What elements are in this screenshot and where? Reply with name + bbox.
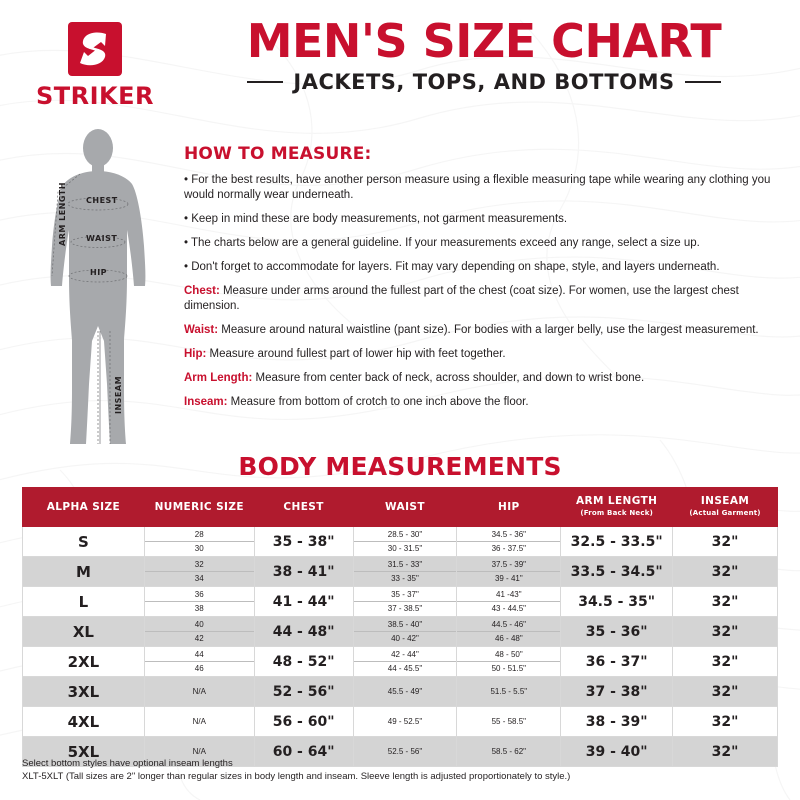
cell-hip: 58.5 - 62"	[457, 737, 561, 767]
definition-text: Measure from center back of neck, across shoulder, and down to wrist bone.	[252, 372, 645, 384]
cell-waist: 35 - 37" 37 - 38.5"	[353, 587, 457, 617]
figure-label-hip: HIP	[90, 268, 108, 277]
cell-alpha-size: L	[23, 587, 145, 617]
definition-arm-length	[184, 371, 788, 386]
cell-waist: 31.5 - 33" 33 - 35"	[353, 557, 457, 587]
how-to-bullet: • Don't forget to accommodate for layers. Fit may vary depending on shape, style, and layers underneath.	[184, 261, 720, 273]
figure-label-chest: CHEST	[86, 196, 118, 205]
cell-alpha-size: 2XL	[23, 647, 145, 677]
cell-hip: 37.5 - 39" 39 - 41"	[457, 557, 561, 587]
cell-numeric-size: N/A	[144, 707, 254, 737]
cell-alpha-size: 5XL	[23, 737, 145, 767]
cell-arm-length: 33.5 - 34.5"	[561, 557, 673, 587]
measurement-figure	[14, 126, 182, 456]
cell-alpha-size: 4XL	[23, 707, 145, 737]
cell-hip: 48 - 50" 50 - 51.5"	[457, 647, 561, 677]
title-block	[178, 16, 790, 94]
column-header-inseam: INSEAM (Actual Garment)	[673, 488, 778, 527]
cell-arm-length: 35 - 36"	[561, 617, 673, 647]
page-subtitle: JACKETS, TOPS, AND BOTTOMS	[293, 70, 675, 94]
cell-arm-length: 36 - 37"	[561, 647, 673, 677]
cell-numeric-size: 28 30	[144, 527, 254, 557]
cell-alpha-size: XL	[23, 617, 145, 647]
table-row	[23, 587, 778, 617]
table-row	[23, 617, 778, 647]
definition-hip	[184, 347, 788, 362]
header	[0, 0, 800, 132]
table-header-row	[23, 488, 778, 527]
column-header-hip: HIP	[457, 488, 561, 527]
definition-term: Chest:	[184, 285, 220, 297]
page-title: MEN'S SIZE CHART	[246, 14, 722, 68]
column-header-numeric-size: NUMERIC SIZE	[144, 488, 254, 527]
table-row	[23, 557, 778, 587]
cell-waist: 38.5 - 40" 40 - 42"	[353, 617, 457, 647]
cell-chest: 35 - 38"	[254, 527, 353, 557]
cell-numeric-size: 32 34	[144, 557, 254, 587]
title-rule-left	[247, 81, 283, 83]
cell-waist: 49 - 52.5"	[353, 707, 457, 737]
footnote-line: Select bottom styles have optional inseam lengths	[22, 758, 233, 769]
cell-arm-length: 37 - 38"	[561, 677, 673, 707]
how-to-bullet: • For the best results, have another person measure using a flexible measuring tape while wearing any clothing you would normally wear underneath.	[184, 174, 771, 201]
cell-chest: 56 - 60"	[254, 707, 353, 737]
how-to-bullet: • Keep in mind these are body measurements, not garment measurements.	[184, 213, 568, 225]
body-measurements-title: BODY MEASUREMENTS	[238, 452, 562, 481]
how-to-bullet: • The charts below are a general guideline. If your measurements exceed any range, select a size up.	[184, 237, 700, 249]
cell-numeric-size: 40 42	[144, 617, 254, 647]
definition-term: Waist:	[184, 324, 219, 336]
cell-inseam: 32"	[673, 647, 778, 677]
cell-chest: 52 - 56"	[254, 677, 353, 707]
definition-text: Measure around natural waistline (pant size). For bodies with a larger belly, use the largest measurement.	[218, 324, 759, 336]
cell-inseam: 32"	[673, 557, 778, 587]
brand-logo	[12, 22, 178, 110]
definition-text: Measure from bottom of crotch to one inch above the floor.	[227, 396, 529, 408]
cell-numeric-size: N/A	[144, 737, 254, 767]
cell-inseam: 32"	[673, 677, 778, 707]
size-chart-table	[22, 487, 778, 767]
cell-waist: 45.5 - 49"	[353, 677, 457, 707]
cell-chest: 41 - 44"	[254, 587, 353, 617]
figure-label-waist: WAIST	[86, 234, 118, 243]
cell-numeric-size: N/A	[144, 677, 254, 707]
how-to-measure-heading: HOW TO MEASURE:	[184, 144, 372, 164]
column-header-chest: CHEST	[254, 488, 353, 527]
cell-chest: 60 - 64"	[254, 737, 353, 767]
cell-inseam: 32"	[673, 587, 778, 617]
cell-hip: 55 - 58.5"	[457, 707, 561, 737]
footnotes	[22, 757, 778, 783]
how-to-measure-section	[184, 144, 788, 419]
table-row	[23, 527, 778, 557]
cell-hip: 41 -43" 43 - 44.5"	[457, 587, 561, 617]
table-row	[23, 647, 778, 677]
cell-arm-length: 32.5 - 33.5"	[561, 527, 673, 557]
column-header-alpha-size: ALPHA SIZE	[23, 488, 145, 527]
column-header-waist: WAIST	[353, 488, 457, 527]
definition-term: Inseam:	[184, 396, 228, 408]
brand-wordmark: STRIKER	[35, 82, 155, 110]
cell-inseam: 32"	[673, 527, 778, 557]
cell-chest: 38 - 41"	[254, 557, 353, 587]
table-row	[23, 707, 778, 737]
cell-arm-length: 34.5 - 35"	[561, 587, 673, 617]
footnote-line: XLT-5XLT (Tall sizes are 2" longer than regular sizes in body length and inseam. Sleeve length is adjusted proportionately to style.)	[22, 771, 571, 782]
cell-waist: 42 - 44" 44 - 45.5"	[353, 647, 457, 677]
cell-waist: 52.5 - 56"	[353, 737, 457, 767]
cell-alpha-size: S	[23, 527, 145, 557]
cell-arm-length: 38 - 39"	[561, 707, 673, 737]
cell-hip: 44.5 - 46" 46 - 48"	[457, 617, 561, 647]
definition-term: Hip:	[184, 348, 207, 360]
definition-term: Arm Length:	[184, 372, 253, 384]
cell-numeric-size: 44 46	[144, 647, 254, 677]
cell-inseam: 32"	[673, 707, 778, 737]
table-row	[23, 677, 778, 707]
definition-waist	[184, 323, 788, 338]
cell-waist: 28.5 - 30" 30 - 31.5"	[353, 527, 457, 557]
definition-text: Measure under arms around the fullest part of the chest (coat size). For women, use the largest chest dimension.	[184, 285, 739, 312]
cell-hip: 51.5 - 5.5"	[457, 677, 561, 707]
cell-arm-length: 39 - 40"	[561, 737, 673, 767]
cell-chest: 44 - 48"	[254, 617, 353, 647]
cell-inseam: 32"	[673, 737, 778, 767]
figure-label-inseam: INSEAM	[114, 375, 123, 414]
figure-label-arm-length: ARM LENGTH	[58, 182, 67, 246]
column-header-arm-length: ARM LENGTH (From Back Neck)	[561, 488, 673, 527]
title-rule-right	[685, 81, 721, 83]
cell-hip: 34.5 - 36" 36 - 37.5"	[457, 527, 561, 557]
definition-text: Measure around fullest part of lower hip with feet together.	[206, 348, 506, 360]
definition-inseam	[184, 395, 788, 410]
striker-s-logo-icon	[68, 22, 122, 76]
cell-chest: 48 - 52"	[254, 647, 353, 677]
definition-chest	[184, 284, 788, 314]
cell-numeric-size: 36 38	[144, 587, 254, 617]
cell-alpha-size: M	[23, 557, 145, 587]
cell-alpha-size: 3XL	[23, 677, 145, 707]
cell-inseam: 32"	[673, 617, 778, 647]
